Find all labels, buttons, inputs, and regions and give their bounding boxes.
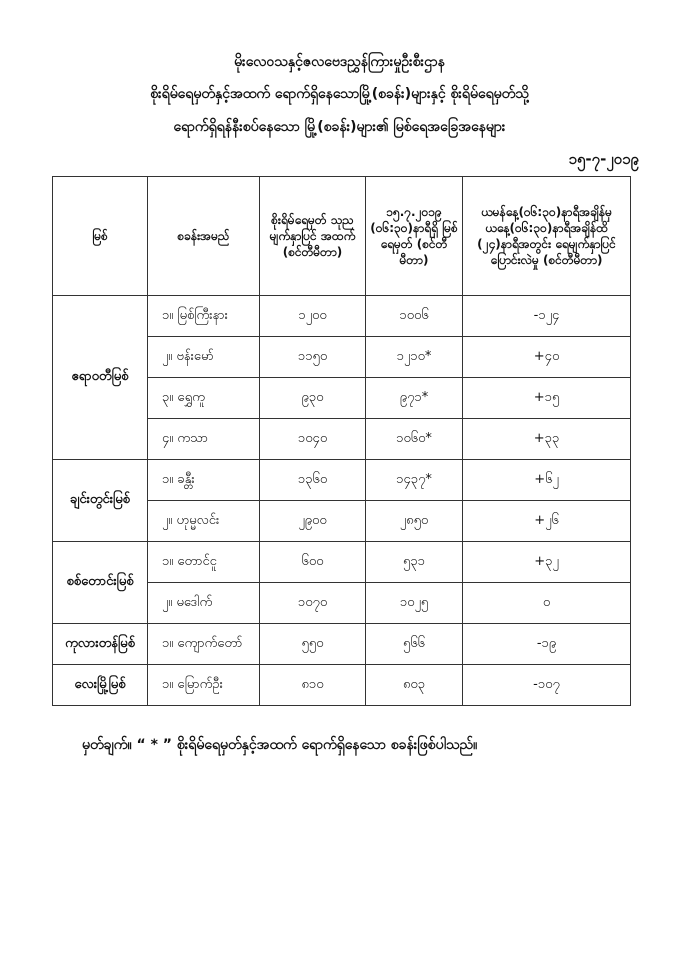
current-level: ၅၃၁: [366, 542, 463, 583]
danger-level: ၂၉၀၀: [260, 501, 366, 542]
danger-level: ၁၁၅၀: [260, 337, 366, 378]
header-24h-change: ယမန်နေ့(၀၆:၃၀)နာရီအချိန်မှ ယနေ့(၀၆:၃၀)နာရီအချိန်ထိ (၂၄)နာရီအတွင်း ရေမျက်နှာပြင်ပြောင်းလဲမှု (စင်တီမီတာ): [463, 177, 631, 296]
header-river: မြစ်: [53, 177, 148, 296]
river-name: ချင်းတွင်းမြစ်: [53, 460, 148, 542]
danger-level: ၉၃၀: [260, 378, 366, 419]
current-level: ၁၂၁၀*: [366, 337, 463, 378]
station-name: ၁။ မြောက်ဦး: [148, 665, 260, 706]
current-level: ၁၀၂၅: [366, 583, 463, 624]
table-row: [53, 624, 631, 665]
header-line-1: မိုးလေဝသနှင့်ဇလဗေဒညွှန်ကြားမှုဦးစီးဌာန: [234, 54, 445, 70]
current-level: ၅၆၆: [366, 624, 463, 665]
level-change: -၁၉: [463, 624, 631, 665]
current-level: ၂၈၅၀: [366, 501, 463, 542]
table-row: [53, 665, 631, 706]
level-change: +၄၀: [463, 337, 631, 378]
station-name: ၄။ ကသာ: [148, 419, 260, 460]
header-line-3: ရောက်ရှိရန်နီးစပ်နေသော မြို့(စခန်း)များ၏ မြစ်ရေအခြေအနေများ: [173, 119, 506, 135]
station-name: ၁။ ခန္တီး: [148, 460, 260, 501]
header-line-2: စိုးရိမ်ရေမှတ်နှင့်အထက် ရောက်ရှိနေသောမြို့(စခန်း)များနှင့် စိုးရိမ်ရေမှတ်သို့: [150, 86, 529, 102]
header-station: စခန်းအမည်: [148, 177, 260, 296]
river-name: ကုလားတန်မြစ်: [53, 624, 148, 665]
danger-level: ၅၅၀: [260, 624, 366, 665]
danger-level: ၁၀၄၀: [260, 419, 366, 460]
level-change: +၃၃: [463, 419, 631, 460]
level-change: +၁၅: [463, 378, 631, 419]
station-name: ၁။ တောင်ငူ: [148, 542, 260, 583]
danger-level: ၁၂၀၀: [260, 296, 366, 337]
river-name: ဧရာဝတီမြစ်: [53, 296, 148, 460]
level-change: ၀: [463, 583, 631, 624]
table-row: [53, 296, 631, 337]
station-name: ၂။ ဗန်းမော်: [148, 337, 260, 378]
header-current-level: ၁၅.၇.၂၀၁၉ (၀၆:၃၀)နာရီရှိ မြစ်ရေမှတ် (စင်တီမီတာ): [366, 177, 463, 296]
report-date: ၁၅-၇-၂၀၁၉: [568, 150, 639, 168]
current-level: ၈၀၃: [366, 665, 463, 706]
river-level-table: [52, 176, 631, 706]
current-level: ၁၀၆၀*: [366, 419, 463, 460]
level-change: +၆၂: [463, 460, 631, 501]
station-name: ၁။ ကျောက်တော်: [148, 624, 260, 665]
river-name: လေးမြို့မြစ်: [53, 665, 148, 706]
station-name: ၂။ မဒေါက်: [148, 583, 260, 624]
danger-level: ၁၀၇၀: [260, 583, 366, 624]
level-change: -၁၀၇: [463, 665, 631, 706]
river-name: စစ်တောင်းမြစ်: [53, 542, 148, 624]
table-row: [53, 542, 631, 583]
table-row: [53, 460, 631, 501]
danger-level: ၆၀၀: [260, 542, 366, 583]
level-change: -၁၂၄: [463, 296, 631, 337]
current-level: ၁၀၀၆: [366, 296, 463, 337]
station-name: ၂။ ဟုမ္မလင်း: [148, 501, 260, 542]
footnote: မှတ်ချက်။ “ * ” စိုးရိမ်ရေမှတ်နှင့်အထက် ရောက်ရှိနေသော စခန်းဖြစ်ပါသည်။: [82, 737, 478, 753]
current-level: ၉၇၁*: [366, 378, 463, 419]
danger-level: ၁၃၆၀: [260, 460, 366, 501]
level-change: +၃၂: [463, 542, 631, 583]
current-level: ၁၄၃၇*: [366, 460, 463, 501]
danger-level: ၈၁၀: [260, 665, 366, 706]
level-change: +၂၆: [463, 501, 631, 542]
station-name: ၁။ မြစ်ကြီးနား: [148, 296, 260, 337]
station-name: ၃။ ရွှေကူ: [148, 378, 260, 419]
header-danger-level: စိုးရိမ်ရေမှတ် သုညမျက်နှာပြင် အထက် (စင်တီမီတာ): [260, 177, 366, 296]
